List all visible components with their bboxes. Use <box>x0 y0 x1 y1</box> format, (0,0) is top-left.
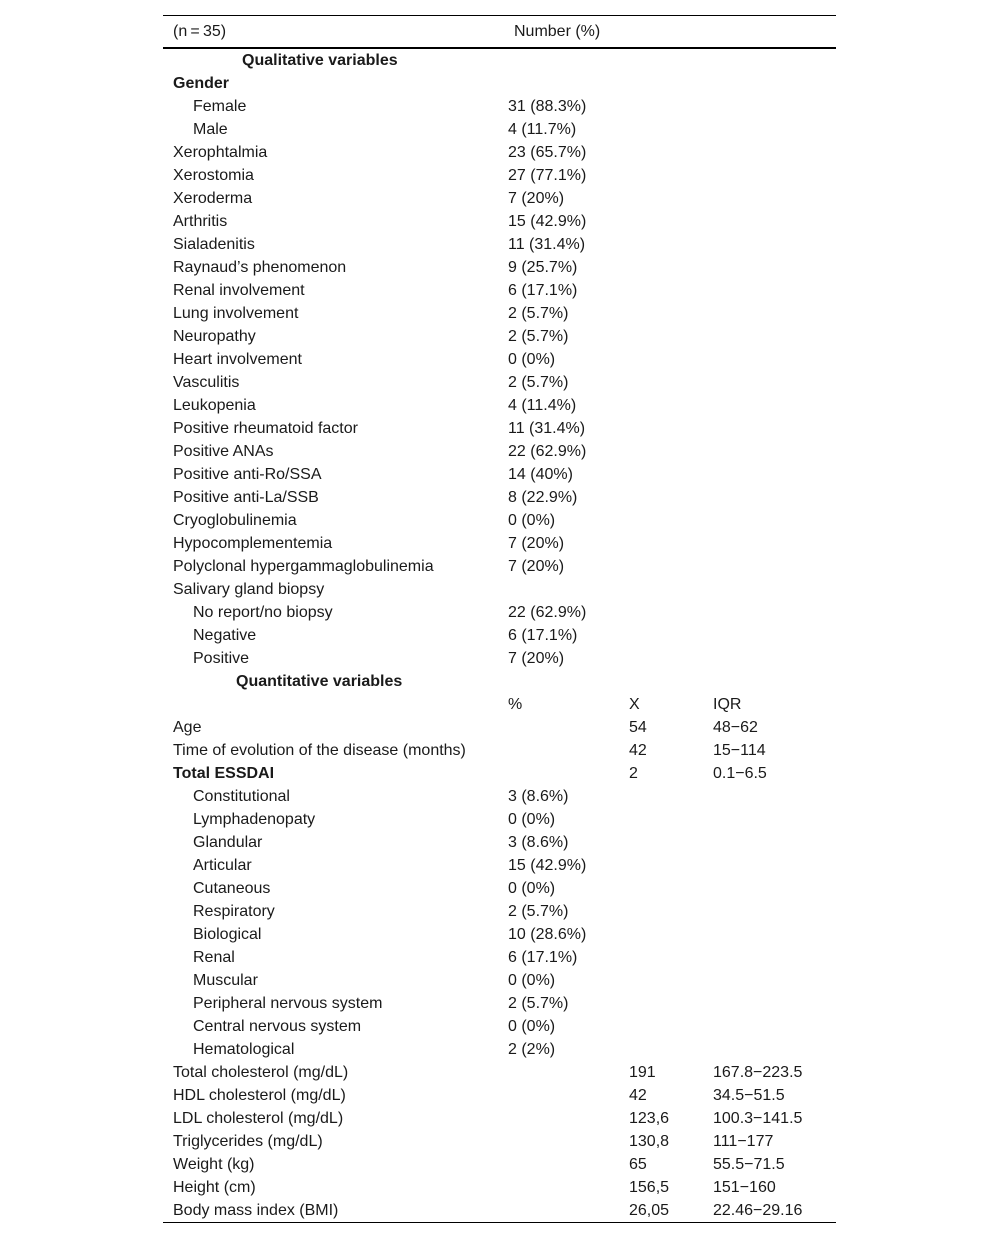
row-label: Female <box>193 98 247 115</box>
row-number-value: 7 (20%) <box>508 190 565 207</box>
col-header-percent: % <box>508 696 523 713</box>
row-label: Xerophtalmia <box>173 144 268 161</box>
table-bottom-rule <box>163 1222 836 1223</box>
table-row <box>163 877 836 900</box>
row-number-value: 6 (17.1%) <box>508 627 578 644</box>
table-row <box>163 1130 836 1153</box>
row-percent-value: 0 (0%) <box>508 1018 556 1035</box>
row-label: Neuropathy <box>173 328 256 345</box>
table-row <box>163 831 836 854</box>
row-label: Respiratory <box>193 903 275 920</box>
quantitative-column-headers <box>163 693 836 716</box>
row-percent-value: 2 (5.7%) <box>508 903 569 920</box>
row-label: Age <box>173 719 202 736</box>
row-label: Biological <box>193 926 262 943</box>
table-row <box>163 739 836 762</box>
row-percent-value: 0 (0%) <box>508 972 556 989</box>
row-number-value: 0 (0%) <box>508 351 556 368</box>
row-number-value: 23 (65.7%) <box>508 144 587 161</box>
row-percent-value: 3 (8.6%) <box>508 788 569 805</box>
row-number-value: 4 (11.4%) <box>508 397 577 414</box>
row-label: HDL cholesterol (mg/dL) <box>173 1087 346 1104</box>
row-number-value: 6 (17.1%) <box>508 282 578 299</box>
table-row <box>163 279 836 302</box>
row-label: Xerostomia <box>173 167 254 184</box>
row-label: Time of evolution of the disease (months) <box>173 742 466 759</box>
row-number-value: 0 (0%) <box>508 512 556 529</box>
table-row <box>163 969 836 992</box>
row-label: Male <box>193 121 228 138</box>
row-label: Positive anti-Ro/SSA <box>173 466 322 483</box>
table-row <box>163 1176 836 1199</box>
row-percent-value: 0 (0%) <box>508 880 556 897</box>
row-label: Articular <box>193 857 252 874</box>
row-label: Lymphadenopaty <box>193 811 316 828</box>
row-x-value: 156,5 <box>629 1179 670 1196</box>
row-percent-value: 0 (0%) <box>508 811 556 828</box>
table-row <box>163 509 836 532</box>
table-row <box>163 854 836 877</box>
qualitative-rows <box>163 72 836 670</box>
table-row <box>163 1107 836 1130</box>
row-x-value: 65 <box>629 1156 647 1173</box>
row-iqr-value: 111−177 <box>713 1133 774 1150</box>
row-x-value: 130,8 <box>629 1133 670 1150</box>
row-number-value: 22 (62.9%) <box>508 443 587 460</box>
row-label: No report/no biopsy <box>193 604 333 621</box>
table-row <box>163 141 836 164</box>
table-row <box>163 1084 836 1107</box>
table-row <box>163 72 836 95</box>
row-label: Triglycerides (mg/dL) <box>173 1133 323 1150</box>
row-x-value: 42 <box>629 742 647 759</box>
row-x-value: 2 <box>629 765 638 782</box>
row-label: Positive ANAs <box>173 443 274 460</box>
table-row <box>163 187 836 210</box>
row-number-value: 7 (20%) <box>508 558 565 575</box>
row-number-value: 11 (31.4%) <box>508 420 586 437</box>
row-label: Constitutional <box>193 788 290 805</box>
row-number-value: 2 (5.7%) <box>508 305 569 322</box>
row-iqr-value: 0.1−6.5 <box>713 765 767 782</box>
row-iqr-value: 151−160 <box>713 1179 776 1196</box>
row-label: Total ESSDAI <box>173 765 275 782</box>
row-label: Muscular <box>193 972 258 989</box>
row-iqr-value: 34.5−51.5 <box>713 1087 785 1104</box>
table-row <box>163 256 836 279</box>
table-row <box>163 1199 836 1222</box>
row-label: Leukopenia <box>173 397 256 414</box>
row-number-value: 22 (62.9%) <box>508 604 587 621</box>
row-iqr-value: 167.8−223.5 <box>713 1064 803 1081</box>
row-label: Renal involvement <box>173 282 305 299</box>
table-row <box>163 1038 836 1061</box>
table-row <box>163 946 836 969</box>
col-header-x: X <box>629 696 640 713</box>
row-number-value: 2 (5.7%) <box>508 374 569 391</box>
row-label: Gender <box>173 75 230 92</box>
table-row <box>163 348 836 371</box>
table-row <box>163 164 836 187</box>
row-number-value: 14 (40%) <box>508 466 573 483</box>
row-number-value: 7 (20%) <box>508 535 565 552</box>
table-row <box>163 440 836 463</box>
row-percent-value: 6 (17.1%) <box>508 949 578 966</box>
row-label: Hypocomplementemia <box>173 535 333 552</box>
table-row <box>163 762 836 785</box>
row-x-value: 54 <box>629 719 647 736</box>
row-number-value: 11 (31.4%) <box>508 236 586 253</box>
table-row <box>163 785 836 808</box>
row-label: Heart involvement <box>173 351 302 368</box>
row-number-value: 2 (5.7%) <box>508 328 569 345</box>
table-row <box>163 417 836 440</box>
row-label: Arthritis <box>173 213 228 230</box>
table-row <box>163 118 836 141</box>
row-number-value: 31 (88.3%) <box>508 98 587 115</box>
row-label: Lung involvement <box>173 305 299 322</box>
table-row <box>163 1061 836 1084</box>
row-number-value: 27 (77.1%) <box>508 167 587 184</box>
table-row <box>163 233 836 256</box>
row-label: Renal <box>193 949 235 966</box>
row-number-value: 15 (42.9%) <box>508 213 587 230</box>
row-label: Height (cm) <box>173 1179 256 1196</box>
row-x-value: 191 <box>629 1064 656 1081</box>
table-row <box>163 716 836 739</box>
row-label: Total cholesterol (mg/dL) <box>173 1064 349 1081</box>
row-label: Positive anti-La/SSB <box>173 489 319 506</box>
row-label: Peripheral nervous system <box>193 995 383 1012</box>
col-header-iqr: IQR <box>713 696 742 713</box>
row-percent-value: 10 (28.6%) <box>508 926 587 943</box>
table-row <box>163 555 836 578</box>
table-row <box>163 210 836 233</box>
table-row <box>163 647 836 670</box>
row-iqr-value: 48−62 <box>713 719 758 736</box>
data-table <box>163 15 836 1223</box>
table-row <box>163 992 836 1015</box>
row-x-value: 42 <box>629 1087 647 1104</box>
table-row <box>163 532 836 555</box>
row-label: Cryoglobulinemia <box>173 512 297 529</box>
row-label: Negative <box>193 627 257 644</box>
row-percent-value: 2 (2%) <box>508 1041 556 1058</box>
header-number-label: Number (%) <box>514 23 601 40</box>
row-number-value: 7 (20%) <box>508 650 565 667</box>
table-header-row <box>163 16 836 47</box>
quantitative-rows <box>163 716 836 1222</box>
table-row <box>163 1015 836 1038</box>
header-n-label: (n = 35) <box>173 23 227 40</box>
row-number-value: 4 (11.7%) <box>508 121 577 138</box>
row-label: Cutaneous <box>193 880 271 897</box>
quantitative-section-title-row <box>163 670 836 693</box>
table-row <box>163 923 836 946</box>
row-percent-value: 3 (8.6%) <box>508 834 569 851</box>
qualitative-section-title-row <box>163 49 836 72</box>
table-row <box>163 601 836 624</box>
row-label: Sialadenitis <box>173 236 255 253</box>
row-iqr-value: 55.5−71.5 <box>713 1156 785 1173</box>
table-row <box>163 624 836 647</box>
table-row <box>163 900 836 923</box>
row-label: Raynaud’s phenomenon <box>173 259 347 276</box>
row-label: LDL cholesterol (mg/dL) <box>173 1110 344 1127</box>
table-row <box>163 1153 836 1176</box>
row-label: Salivary gland biopsy <box>173 581 325 598</box>
quantitative-section-title: Quantitative variables <box>236 673 403 690</box>
table-row <box>163 486 836 509</box>
table-row <box>163 302 836 325</box>
table-row <box>163 394 836 417</box>
row-label: Weight (kg) <box>173 1156 255 1173</box>
row-label: Hematological <box>193 1041 295 1058</box>
row-x-value: 26,05 <box>629 1202 670 1219</box>
row-label: Central nervous system <box>193 1018 362 1035</box>
row-number-value: 8 (22.9%) <box>508 489 578 506</box>
table-row <box>163 578 836 601</box>
table-row <box>163 325 836 348</box>
row-percent-value: 15 (42.9%) <box>508 857 587 874</box>
row-percent-value: 2 (5.7%) <box>508 995 569 1012</box>
row-iqr-value: 22.46−29.16 <box>713 1202 803 1219</box>
table-row <box>163 371 836 394</box>
row-label: Xeroderma <box>173 190 253 207</box>
table-row <box>163 808 836 831</box>
row-iqr-value: 100.3−141.5 <box>713 1110 803 1127</box>
row-label: Positive <box>193 650 250 667</box>
row-label: Glandular <box>193 834 263 851</box>
row-number-value: 9 (25.7%) <box>508 259 578 276</box>
table-row <box>163 463 836 486</box>
row-x-value: 123,6 <box>629 1110 670 1127</box>
qualitative-section-title: Qualitative variables <box>242 52 398 69</box>
row-label: Positive rheumatoid factor <box>173 420 358 437</box>
table-row <box>163 95 836 118</box>
row-iqr-value: 15−114 <box>713 742 766 759</box>
row-label: Body mass index (BMI) <box>173 1202 339 1219</box>
row-label: Vasculitis <box>173 374 240 391</box>
row-label: Polyclonal hypergammaglobulinemia <box>173 558 434 575</box>
